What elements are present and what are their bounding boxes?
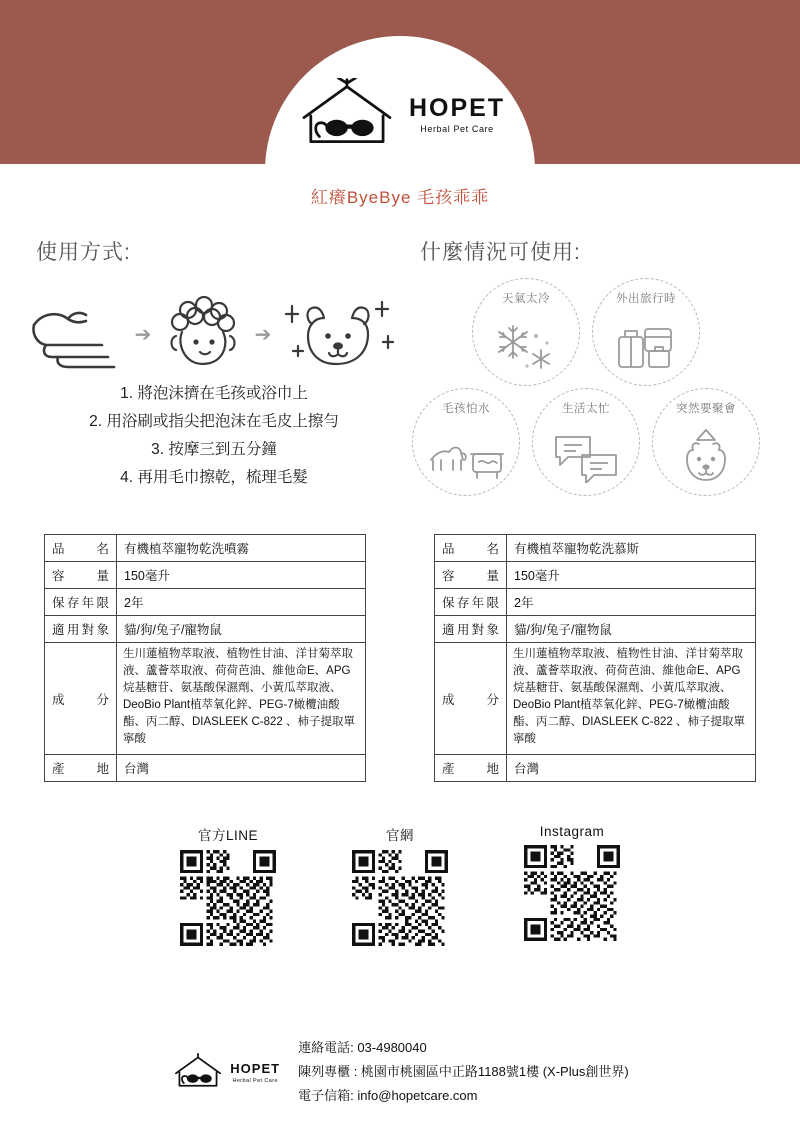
table-row <box>45 755 366 782</box>
qr-title: 官方LINE <box>197 828 258 843</box>
usage-step: 1. 將泡沫擠在毛孩或浴巾上 <box>120 385 308 402</box>
footer-brand-subtitle: Herbal Pet Care <box>232 1077 278 1084</box>
usage-icon-row <box>28 292 400 376</box>
chat-bubbles-icon <box>550 418 622 495</box>
spec-key: 容 量 <box>435 562 507 589</box>
table-row-ingredients <box>435 643 756 755</box>
qr-item-website[interactable] <box>352 824 448 946</box>
bubble-label: 突然要聚會 <box>676 403 736 415</box>
spec-value: 150毫升 <box>117 562 366 589</box>
spec-table-mousse <box>434 534 756 782</box>
spec-key: 成 分 <box>435 643 507 755</box>
table-row <box>435 562 756 589</box>
footer-logo <box>171 1053 280 1091</box>
spec-ingredients: 生川蓮植物萃取液、植物性甘油、洋甘菊萃取液、蘆薈萃取液、荷荷芭油、維他命E、APG 烷基糖苷、氨基酸保濕劑、小黃瓜萃取液、DeoBio Plant植萃氧化鋅、PEG-7橄欖油酸酯、丙二醇、DIASLEEK C-822 、柿子提取單寧酸 <box>117 643 366 755</box>
dog-bathtub-icon <box>425 418 507 495</box>
spec-value: 貓/狗/兔子/寵物鼠 <box>117 616 366 643</box>
clean-dog-icon <box>284 296 400 372</box>
bubble-label: 生活太忙 <box>562 403 610 415</box>
footer-email: 電子信箱: info@hopetcare.com <box>298 1088 478 1103</box>
table-row <box>435 755 756 782</box>
bubble-label: 天氣太冷 <box>502 293 550 305</box>
qr-code-icon[interactable] <box>524 845 620 941</box>
when-bubble-group <box>408 278 774 498</box>
house-pet-logo-icon <box>295 78 399 152</box>
spec-value: 2年 <box>507 589 756 616</box>
spec-key: 適用對象 <box>45 616 117 643</box>
brand-tagline: 紅癢ByeBye 毛孩乖乖 <box>310 188 490 207</box>
qr-code-row <box>180 824 620 946</box>
arrow-right-icon: ➔ <box>134 323 152 346</box>
qr-code-icon[interactable] <box>180 850 276 946</box>
table-row <box>45 562 366 589</box>
house-pet-logo-icon <box>171 1053 225 1091</box>
when-bubble-cold <box>472 278 580 386</box>
qr-title: 官網 <box>386 828 414 843</box>
usage-section-title: 使用方式: <box>36 241 131 264</box>
bubble-label: 毛孩怕水 <box>442 403 490 415</box>
table-row <box>435 535 756 562</box>
table-row <box>435 616 756 643</box>
luggage-icon <box>611 308 681 385</box>
footer-phone: 連絡電話: 03-4980040 <box>298 1040 427 1055</box>
usage-step: 3. 按摩三到五分鐘 <box>151 441 277 458</box>
spec-key: 保存年限 <box>435 589 507 616</box>
usage-step: 2. 用浴刷或指尖把泡沫在毛皮上擦勻 <box>89 413 339 430</box>
spec-value: 2年 <box>117 589 366 616</box>
spec-value: 有機植萃寵物乾洗慕斯 <box>507 535 756 562</box>
table-row <box>45 589 366 616</box>
when-bubble-party <box>652 388 760 496</box>
spec-key: 容 量 <box>45 562 117 589</box>
footer-brand-name: HOPET <box>230 1060 281 1076</box>
spec-key: 產 地 <box>45 755 117 782</box>
footer <box>0 1036 800 1108</box>
qr-title: Instagram <box>539 824 605 839</box>
when-bubble-busy <box>532 388 640 496</box>
when-bubble-travel <box>592 278 700 386</box>
spec-value: 150毫升 <box>507 562 756 589</box>
spec-value: 有機植萃寵物乾洗噴霧 <box>117 535 366 562</box>
qr-item-instagram[interactable] <box>524 824 620 946</box>
spec-key: 產 地 <box>435 755 507 782</box>
spec-key: 成 分 <box>45 643 117 755</box>
bubble-label: 外出旅行時 <box>616 293 676 305</box>
usage-steps <box>28 380 400 492</box>
arrow-right-icon: ➔ <box>254 323 272 346</box>
qr-item-line[interactable] <box>180 824 276 946</box>
spec-value: 貓/狗/兔子/寵物鼠 <box>507 616 756 643</box>
spec-key: 品 名 <box>45 535 117 562</box>
brand-name: HOPET <box>408 94 506 122</box>
when-section-title: 什麼情況可使用: <box>420 241 581 264</box>
brand-logo <box>295 78 505 152</box>
spec-key: 保存年限 <box>45 589 117 616</box>
table-row <box>45 535 366 562</box>
foamy-dog-icon <box>164 296 242 372</box>
usage-step: 4. 再用毛巾擦乾，梳理毛髮 <box>120 469 308 486</box>
when-bubble-water-fear <box>412 388 520 496</box>
footer-contact-info <box>298 1036 629 1108</box>
table-row <box>45 616 366 643</box>
hand-foam-icon <box>28 299 122 369</box>
spec-key: 品 名 <box>435 535 507 562</box>
spec-key: 適用對象 <box>435 616 507 643</box>
brand-subtitle: Herbal Pet Care <box>420 124 494 134</box>
footer-address: 陳列專櫃 : 桃園市桃園區中正路1188號1樓 (X-Plus創世界) <box>298 1064 629 1079</box>
table-row <box>435 589 756 616</box>
qr-code-icon[interactable] <box>352 850 448 946</box>
party-dog-icon <box>675 418 737 495</box>
snowflake-icon <box>489 308 563 385</box>
spec-value: 台灣 <box>117 755 366 782</box>
spec-table-spray <box>44 534 366 782</box>
table-row-ingredients <box>45 643 366 755</box>
spec-value: 台灣 <box>507 755 756 782</box>
spec-ingredients: 生川蓮植物萃取液、植物性甘油、洋甘菊萃取液、蘆薈萃取液、荷荷芭油、維他命E、APG 烷基糖苷、氨基酸保濕劑、小黃瓜萃取液、DeoBio Plant植萃氧化鋅、PEG-7橄欖油酸酯、丙二醇、DIASLEEK C-822 、柿子提取單寧酸 <box>507 643 756 755</box>
